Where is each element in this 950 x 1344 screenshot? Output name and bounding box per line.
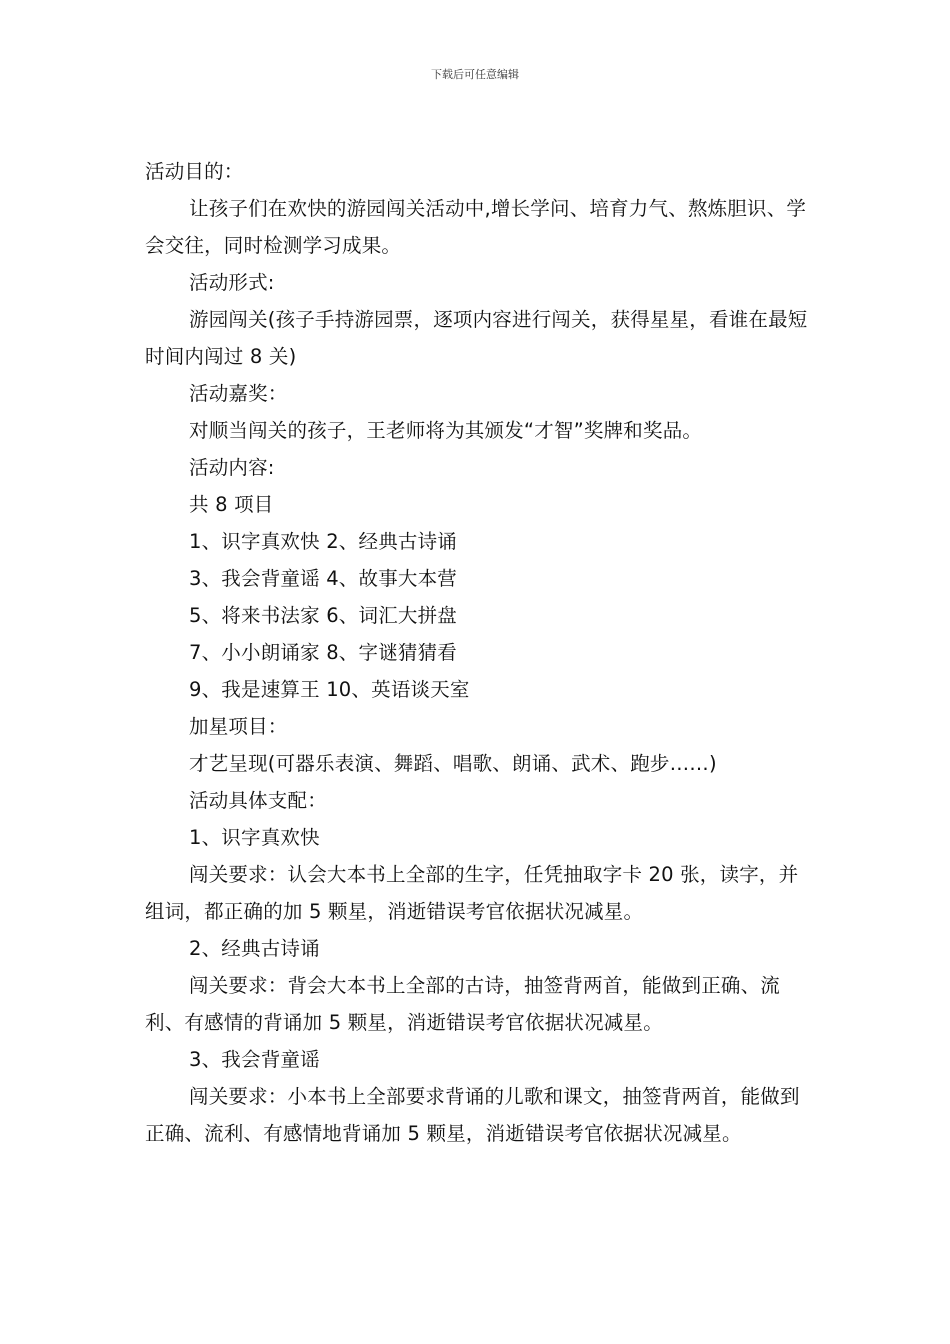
paragraph-content-heading: 活动内容: (189, 456, 275, 479)
paragraph-form: 游园闯关(孩子手持游园票，逐项内容进行闯关，获得星星，看谁在最短时间内闯过 8 关) (145, 308, 808, 368)
list-item: 3、我会背童谣 4、故事大本营 (189, 567, 458, 590)
paragraph-content-count: 共 8 项目 (189, 493, 274, 516)
list-item: 7、小小朗诵家 8、字谜猜猜看 (189, 641, 458, 664)
section-requirement: 闯关要求：认会大本书上全部的生字，任凭抽取字卡 20 张，读字，并组词，都正确的加 5 颗星，消逝错误考官依据状况减星。 (145, 863, 799, 923)
section-title: 2、经典古诗诵 (189, 937, 320, 960)
paragraph-reward: 对顺当闯关的孩子，王老师将为其颁发“才智”奖牌和奖品。 (189, 419, 703, 442)
section-title: 1、识字真欢快 (189, 826, 320, 849)
section-title: 3、我会背童谣 (189, 1048, 320, 1071)
list-item: 5、将来书法家 6、词汇大拼盘 (189, 604, 458, 627)
paragraph-bonus: 才艺呈现(可器乐表演、舞蹈、唱歌、朗诵、武术、跑步……) (189, 752, 717, 775)
paragraph-reward-heading: 活动嘉奖： (189, 382, 288, 405)
list-item: 9、我是速算王 10、英语谈天室 (189, 678, 470, 701)
section-requirement: 闯关要求：背会大本书上全部的古诗，抽签背两首，能做到正确、流利、有感情的背诵加 5 颗星，消逝错误考官依据状况减星。 (145, 974, 781, 1034)
document-body (145, 153, 809, 1152)
page-header-note: 下载后可任意编辑 (431, 68, 519, 81)
paragraph-arrangement-heading: 活动具体支配： (189, 789, 327, 812)
list-item: 1、识字真欢快 2、经典古诗诵 (189, 530, 458, 553)
paragraph-purpose-heading: 活动目的： (145, 160, 244, 183)
paragraph-form-heading: 活动形式: (189, 271, 275, 294)
section-requirement: 闯关要求：小本书上全部要求背诵的儿歌和课文，抽签背两首，能做到正确、流利、有感情地背诵加 5 颗星，消逝错误考官依据状况减星。 (145, 1085, 800, 1145)
paragraph-bonus-heading: 加星项目： (189, 715, 288, 738)
paragraph-purpose: 让孩子们在欢快的游园闯关活动中,增长学问、培育力气、熬炼胆识、学会交往，同时检测学习成果。 (145, 197, 807, 257)
